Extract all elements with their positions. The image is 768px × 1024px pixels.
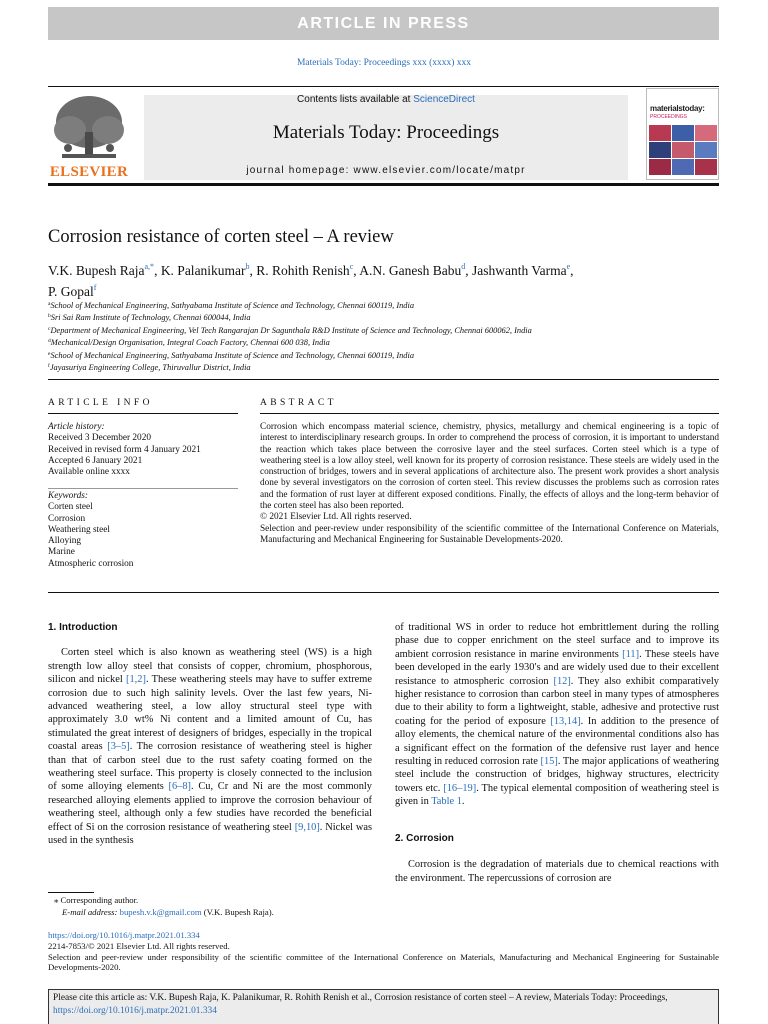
cover-title: materialstoday: [650, 104, 705, 113]
author: K. Palanikumar$^b$, [160, 262, 257, 278]
journal-cover-thumbnail [646, 88, 719, 180]
email-label: E-mail address: [62, 907, 118, 917]
intro-paragraph: Corten steel which is also known as weathering steel (WS) is a high strength low alloy steel that consists of copper, chromium, phosphorous, silicon and nickel [1,2]. These weathering steels may have to suffer extreme corrosion due to such high salinity levels. Over the last few years, Ni-advanced weathering steel, a low alloy structural steel type with approximately 3.0 wt% Ni content and a limited amount of Cu, has stimulated the great interest of designers of bridges, especially in the tropical coastal areas [3–5]. The corrosion resistance of weathering steel is higher than that of carbon steel due to the rust safety coating formed on the weathering steel surface. This property is closely connected to the inclusion of some alloying elements [6–8]. Cu, Cr and Ni are the most commonly researched alloying elements applied to improve the corrosion behaviour of weathering steel, although only a few studies have recorded the beneficial effect of Si on the corrosion resistance of weathering steel [9,10]. Nickel was used in the synthesis [48, 647, 373, 847]
history-entry: Received 3 December 2020 [48, 433, 151, 444]
abstract-peer-review: Selection and peer-review under responsibility of the scientific committee of the International Conference on Materials, Manufacturing and Mechanical Engineering for Sustainable Developments-2020. [260, 523, 719, 545]
journal-header-box [144, 95, 628, 180]
citation-link[interactable]: [1,2] [126, 674, 146, 686]
citation-link[interactable]: [15] [540, 756, 558, 768]
affiliation: $^a$School of Mechanical Engineering, Sathyabama Institute of Science and Technology, Chennai 600119, India [48, 301, 415, 310]
abstract-rule [260, 413, 719, 414]
elsevier-wordmark: ELSEVIER [49, 164, 129, 180]
article-info-rule [48, 413, 238, 414]
citation-link[interactable]: [12] [553, 675, 571, 687]
abstract-text: Corrosion which encompass material science, chemistry, physics, metallurgy and chemical engineering is a topic of interest to interdisciplinary research groups. In order to comprehend the process of corrosion, it is important to understand the reaction which takes place between the corrosive layer and the steel surfaces. Corten steel which is a type of weathering steel is a low alloy steel, well known for its property of corrosion resistance. These steels are widely used in the construction of bridges, towers and in several applications of architecture also. The present work provides a short analysis done by several investigators on the corrosion of corten steel. This review discusses the problems such as corrosion rates and the formation of rust layer at different exposed conditions. Finally, the effects of alloys and the long-term behavior of the corten steel has also been reported. [260, 422, 719, 512]
cover-subtitle: PROCEEDINGS [650, 114, 687, 120]
contents-line [144, 95, 628, 105]
publication-info [48, 930, 719, 973]
section-heading-introduction: 1. Introduction [48, 622, 118, 633]
author-affil-mark[interactable]: e [566, 262, 571, 271]
affiliation-list [48, 299, 532, 373]
affiliation: $^c$Department of Mechanical Engineering, Vel Tech Rangarajan Dr Sagunthala R&D Institute of Science and Technology, Chennai 600062, India [48, 325, 532, 335]
issn-line: 2214-7853/© 2021 Elsevier Ltd. All rights reserved. [48, 940, 230, 951]
doi-link[interactable]: https://doi.org/10.1016/j.matpr.2021.01.334 [48, 930, 200, 940]
citation-link[interactable]: [3–5] [107, 741, 130, 753]
history-entry: Available online xxxx [48, 467, 130, 478]
header-bottom-rule [48, 183, 719, 186]
history-entry: Accepted 6 January 2021 [48, 455, 143, 466]
keyword: Atmospheric corrosion [48, 558, 134, 569]
header-top-rule [48, 86, 719, 87]
author-affil-mark[interactable]: f [93, 283, 97, 292]
citation-box [48, 989, 719, 1024]
journal-homepage[interactable]: journal homepage: www.elsevier.com/locate/matpr [246, 165, 526, 176]
author: V.K. Bupesh Raja$^{a,*}$, [48, 262, 161, 278]
citation-doi-link[interactable]: https://doi.org/10.1016/j.matpr.2021.01.334 [53, 1006, 217, 1016]
citation-link[interactable]: [13,14] [550, 715, 581, 727]
section-heading-corrosion: 2. Corrosion [395, 832, 454, 844]
email-owner: (V.K. Bupesh Raja). [203, 907, 274, 917]
table-link[interactable]: Table 1 [431, 796, 462, 808]
body-top-rule [48, 592, 719, 593]
footnote [48, 894, 274, 918]
history-label: Article history: [48, 422, 105, 432]
keyword: Corrosion [48, 513, 86, 524]
abstract-copyright: © 2021 Elsevier Ltd. All rights reserved. [260, 512, 412, 523]
sciencedirect-link[interactable]: ScienceDirect [413, 94, 475, 105]
cover-graphic [649, 125, 717, 177]
email-link[interactable]: bupesh.v.k@gmail.com [119, 907, 202, 917]
citation-link[interactable]: [11] [622, 648, 640, 660]
author-affil-mark[interactable]: c [349, 262, 354, 271]
citation-link[interactable]: [16–19] [443, 782, 477, 794]
article-title: Corrosion resistance of corten steel – A review [48, 227, 394, 247]
article-info-heading: ARTICLE INFO [48, 398, 153, 408]
corrosion-paragraph: Corrosion is the degradation of materials due to chemical reactions with the environment. The repercussions of corrosion are [395, 859, 719, 884]
journal-title: Materials Today: Proceedings [272, 122, 500, 143]
abstract-heading: ABSTRACT [260, 398, 337, 408]
history-entry: Received in revised form 4 January 2021 [48, 444, 201, 455]
abstract-body [260, 422, 719, 546]
keyword: Corten steel [48, 502, 93, 513]
citation-link[interactable]: [9,10] [294, 821, 320, 833]
article-in-press-banner: ARTICLE IN PRESS [48, 7, 719, 40]
intro-paragraph-continued: of traditional WS in order to reduce hot embrittlement during the rolling phase due to copper enrichment on the steel surface and to improve its ambient corrosion resistance in marine environments [11]. These steels have been developed in the early 1930′s and are widely used due to their excellent resistance to atmospheric corrosion [12]. They also exhibit comparatively higher resistance to corrosion than carbon steel in many types of atmospheres due to their ability to form a lightweight, stable, adhesive and protective rust coating for the period of exposure [13,14]. In addition to the presence of alloy elements, the chemical nature of the environmental conditions also has a significant effect on the formation of the defensive rust layer and hence resulting in reduced corrosion rate [15]. The major applications of weathering steel include the construction of bridges, highway structures, electricity towers etc. [16–19]. The typical elemental composition of weathering steel is given in Table 1. [395, 622, 720, 808]
left-column [48, 621, 372, 848]
corresponding-author: Corresponding author. [60, 895, 139, 905]
affiliation: $^f$Jayasuriya Engineering College, Thiruvallur District, India [48, 363, 251, 373]
footnote-marker: ⁎ [54, 895, 59, 905]
author-affil-mark[interactable]: a,* [144, 262, 155, 271]
journal-reference-link[interactable]: Materials Today: Proceedings xxx (xxxx) xxx [296, 58, 472, 68]
author-affil-mark[interactable]: b [245, 262, 250, 271]
footnote-rule [48, 892, 94, 893]
keyword: Marine [48, 547, 75, 558]
author-affil-mark[interactable]: d [461, 262, 466, 271]
info-top-rule [48, 379, 719, 380]
author: Jashwanth Varma$^e$, [472, 262, 574, 278]
author: A.N. Ganesh Babu$^d$, [359, 262, 472, 278]
citation-text: Please cite this article as: V.K. Bupesh Raja, K. Palanikumar, R. Rohith Renish et al., Corrosion resistance of corten steel – A review, Materials Today: Proceedings, [53, 993, 668, 1003]
author: R. Rohith Renish$^c$, [256, 262, 360, 278]
bottom-peer-review: Selection and peer-review under responsibility of the scientific committee of the International Conference on Materials, Manufacturing and Mechanical Engineering for Sustainable Developments-2020. [48, 951, 719, 973]
citation-link[interactable]: [6–8] [168, 781, 192, 793]
affiliation: $^e$School of Mechanical Engineering, Sathyabama Institute of Science and Technology, Chennai 600119, India [48, 350, 415, 360]
keywords-label: Keywords: [48, 491, 88, 501]
author: P. Gopal$^f$ [48, 283, 97, 299]
author-list [48, 258, 718, 300]
keywords-rule [48, 488, 238, 489]
affiliation: $^b$Sri Sai Ram Institute of Technology, Chennai 600044, India [48, 313, 251, 323]
keywords-block [48, 491, 133, 570]
keyword: Alloying [48, 536, 82, 547]
contents-prefix: Contents lists available at [297, 94, 411, 105]
right-column [395, 621, 719, 885]
keyword: Weathering steel [48, 524, 110, 535]
affiliation: $^d$Mechanical/Design Organisation, Integral Coach Factory, Chennai 600 038, India [48, 338, 330, 348]
article-history [48, 422, 201, 478]
